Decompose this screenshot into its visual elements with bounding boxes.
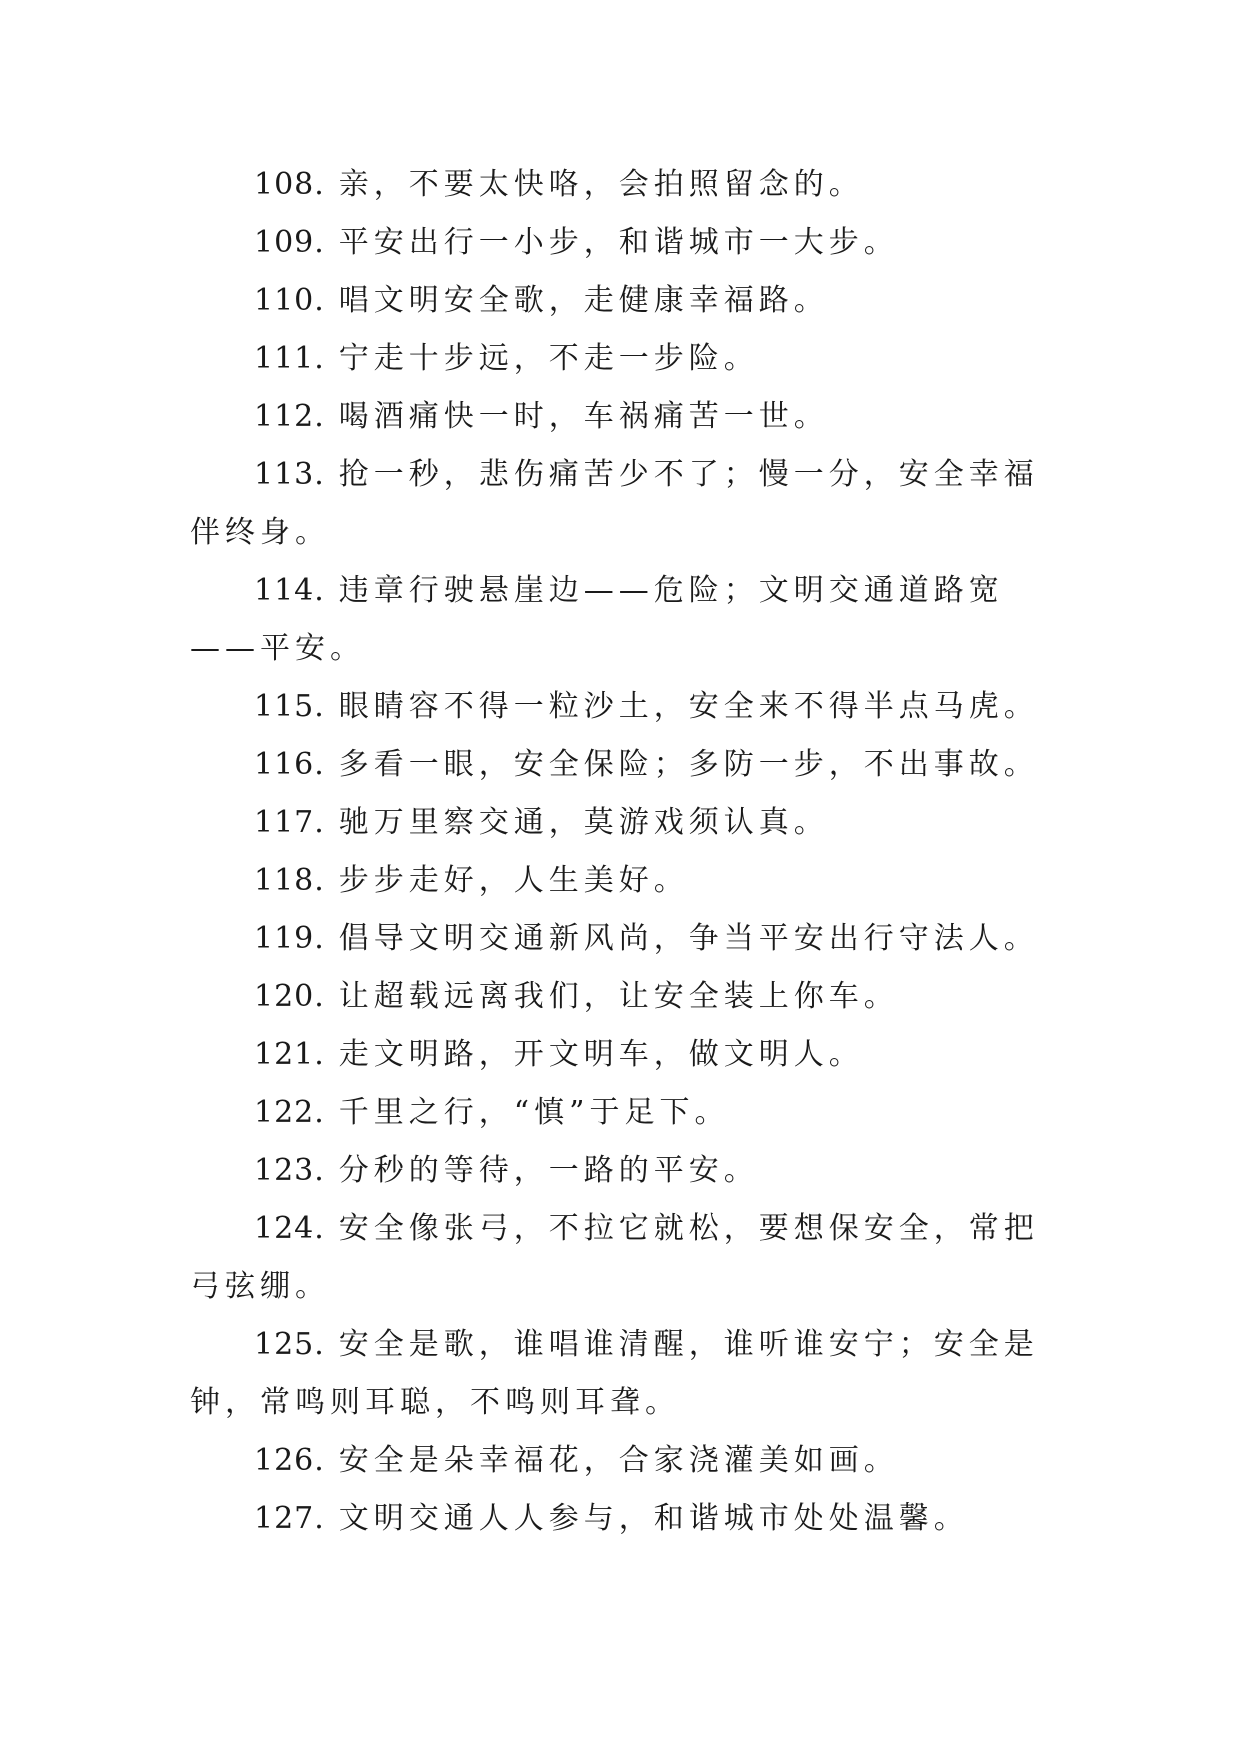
item-number: 123. [254, 1153, 325, 1188]
item-number: 117. [254, 805, 325, 840]
list-item [190, 330, 1050, 388]
item-text: 安全是歌，谁唱谁清醒，谁听谁安宁；安全是钟，常鸣则耳聪，不鸣则耳聋。 [190, 1327, 1039, 1420]
item-text: 千里之行，“慎”于足下。 [338, 1095, 730, 1130]
list-item [190, 446, 1050, 562]
item-text: 安全是朵幸福花，合家浇灌美如画。 [338, 1443, 899, 1478]
list-item [190, 1026, 1050, 1084]
item-text: 驰万里察交通，莫游戏须认真。 [338, 805, 829, 840]
item-number: 115. [254, 689, 325, 724]
item-number: 114. [254, 573, 325, 608]
list-item [190, 1142, 1050, 1200]
slogan-list [190, 156, 1050, 1548]
item-text: 唱文明安全歌，走健康幸福路。 [338, 283, 829, 318]
list-item [190, 156, 1050, 214]
item-text: 安全像张弓，不拉它就松，要想保安全，常把弓弦绷。 [190, 1211, 1039, 1304]
list-item [190, 214, 1050, 272]
item-number: 120. [254, 979, 325, 1014]
item-text: 喝酒痛快一时，车祸痛苦一世。 [338, 399, 829, 434]
item-number: 113. [254, 457, 325, 492]
item-number: 127. [254, 1501, 325, 1536]
item-number: 119. [254, 921, 325, 956]
item-number: 112. [254, 399, 325, 434]
list-item [190, 910, 1050, 968]
item-text: 平安出行一小步，和谐城市一大步。 [338, 225, 899, 260]
item-text: 违章行驶悬崖边——危险；文明交通道路宽——平安。 [190, 573, 1004, 666]
list-item [190, 1490, 1050, 1548]
item-number: 124. [254, 1211, 325, 1246]
list-item [190, 852, 1050, 910]
list-item [190, 388, 1050, 446]
item-number: 110. [254, 283, 325, 318]
item-number: 109. [254, 225, 325, 260]
list-item [190, 562, 1050, 678]
item-text: 步步走好，人生美好。 [338, 863, 689, 898]
list-item [190, 1084, 1050, 1142]
item-number: 125. [254, 1327, 325, 1362]
list-item [190, 272, 1050, 330]
item-text: 亲，不要太快咯，会拍照留念的。 [338, 167, 864, 202]
list-item [190, 736, 1050, 794]
list-item [190, 1316, 1050, 1432]
item-number: 126. [254, 1443, 325, 1478]
item-text: 抢一秒，悲伤痛苦少不了；慢一分，安全幸福伴终身。 [190, 457, 1039, 550]
list-item [190, 678, 1050, 736]
item-text: 宁走十步远，不走一步险。 [338, 341, 759, 376]
item-text: 分秒的等待，一路的平安。 [338, 1153, 759, 1188]
list-item [190, 968, 1050, 1026]
item-text: 倡导文明交通新风尚，争当平安出行守法人。 [338, 921, 1039, 956]
item-number: 118. [254, 863, 325, 898]
item-number: 108. [254, 167, 325, 202]
list-item [190, 794, 1050, 852]
item-number: 122. [254, 1095, 325, 1130]
item-text: 文明交通人人参与，和谐城市处处温馨。 [338, 1501, 969, 1536]
item-text: 走文明路，开文明车，做文明人。 [338, 1037, 864, 1072]
item-number: 116. [254, 747, 325, 782]
list-item [190, 1200, 1050, 1316]
item-number: 121. [254, 1037, 325, 1072]
item-text: 眼睛容不得一粒沙土，安全来不得半点马虎。 [338, 689, 1039, 724]
list-item [190, 1432, 1050, 1490]
item-text: 让超载远离我们，让安全装上你车。 [338, 979, 899, 1014]
item-text: 多看一眼，安全保险；多防一步，不出事故。 [338, 747, 1039, 782]
item-number: 111. [254, 341, 325, 376]
